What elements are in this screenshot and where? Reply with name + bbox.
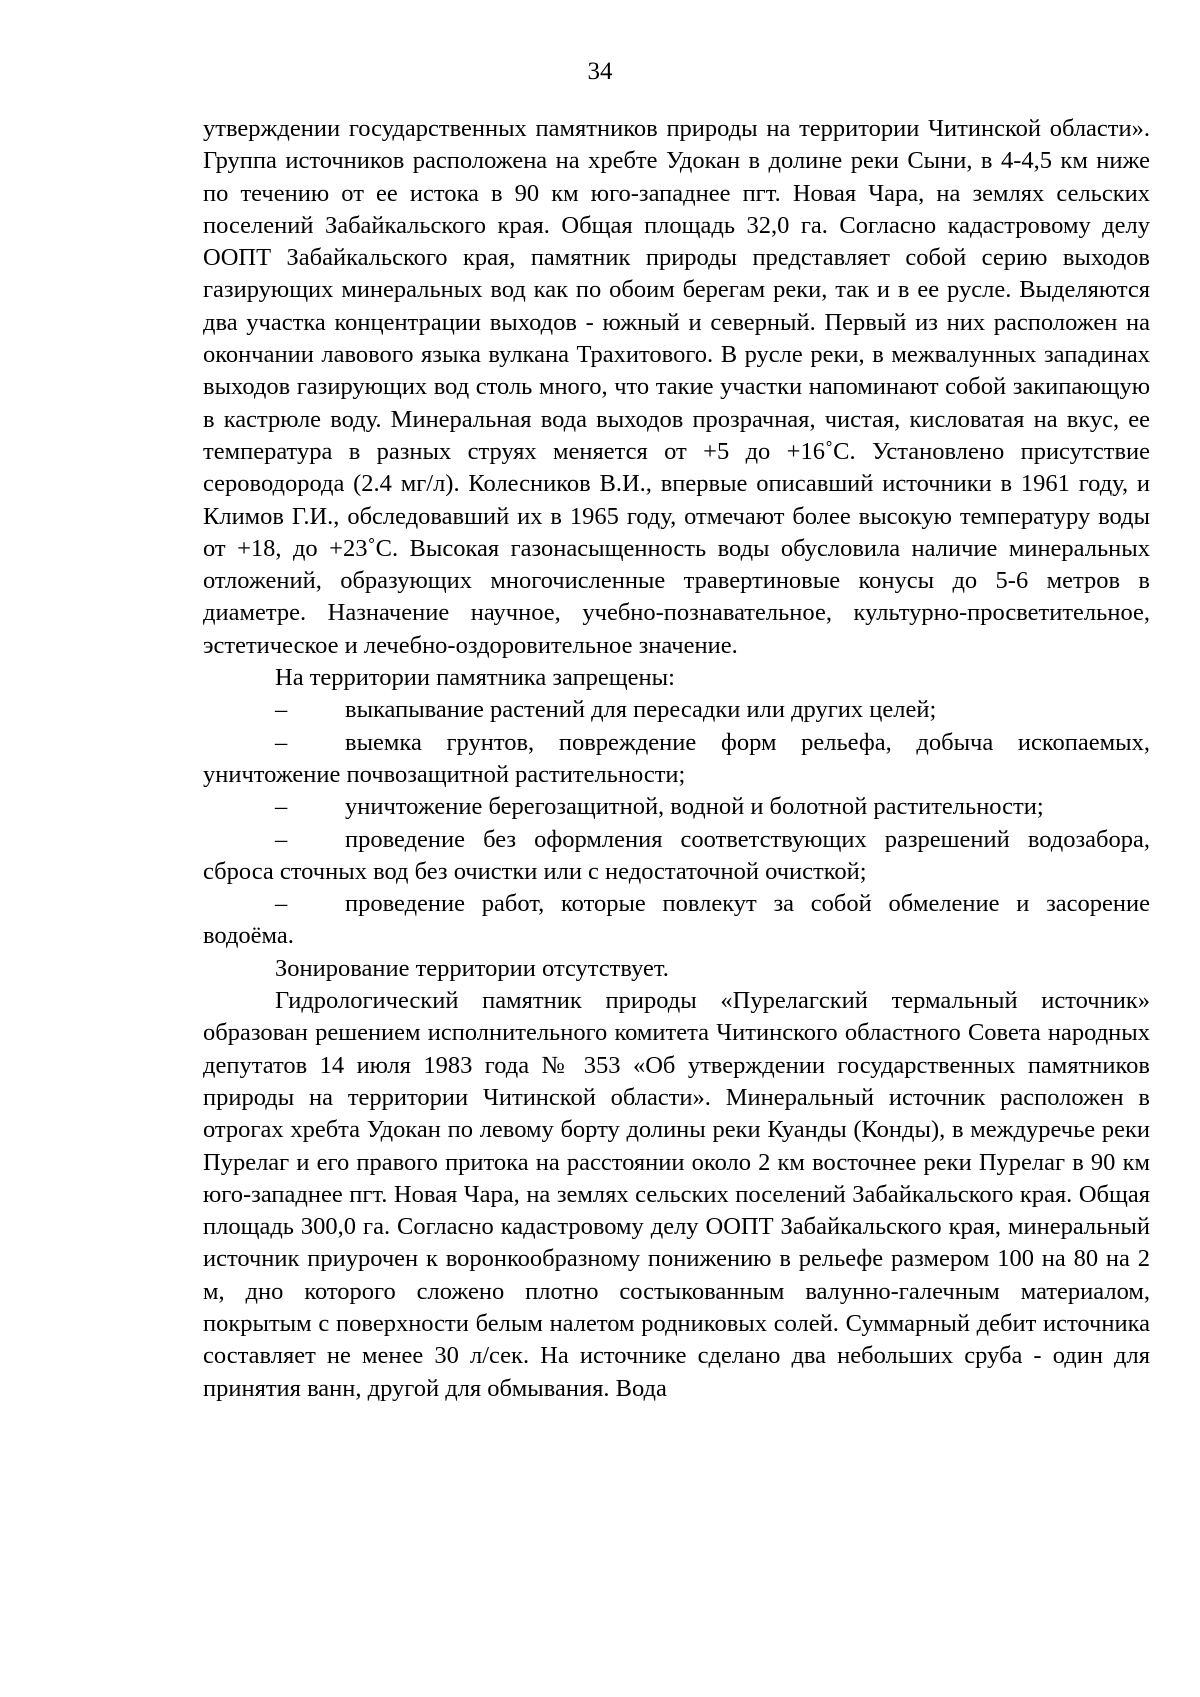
list-item-text: проведение без оформления соответствующих разрешений водозабора, сброса сточных вод без очистки или с недостаточной очисткой; [203,825,1150,885]
paragraph-sini-springs: утверждении государственных памятников природы на территории Читинской области». Группа источников расположена на хребте Удокан в долине реки Сыни, в 4-4,5 км ниже по течению от ее истока в 90 км юго-западнее пгт. Новая Чара, на землях сельских поселений Забайкальского края. Общая площадь 32,0 га. Согласно кадастровому делу ООПТ Забайкальского края, памятник природы представляет собой серию выходов газирующих минеральных вод как по обоим берегам реки, так и в ее русле. Выделяются два участка концентрации выходов - южный и северный. Первый из них расположен на окончании лавового языка вулкана Трахитового. В русле реки, в межвалунных западинах выходов газирующих вод столь много, что такие участки напоминают собой закипающую в кастрюле воду. Минеральная вода выходов прозрачная, чистая, кисловатая на вкус, ее температура в разных струях меняется от +5 до +16˚С. Установлено присутствие сероводорода (2.4 мг/л). Колесников В.И., впервые описавший источники в 1961 году, и Климов Г.И., обследовавший их в 1965 году, отмечают более высокую температуру воды от +18, до +23˚С. Высокая газонасыщенность воды обусловила наличие минеральных отложений, образующих многочисленные травертиновые конусы до 5-6 метров в диаметре. Назначение научное, учебно-познавательное, культурно-просветительное, эстетическое и лечебно-оздоровительное значение. [203,115,1150,659]
bullet-dash: – [275,793,288,821]
bullet-dash: – [275,728,288,756]
list-item [203,727,1150,792]
prohibited-heading: На территории памятника запрещены: [275,664,675,692]
bullet-dash: – [275,696,288,724]
list-item [203,694,1150,726]
list-item-text: выемка грунтов, повреждение форм рельефа, добыча ископаемых, уничтожение почвозащитной растительности; [203,728,1150,788]
bullet-dash: – [275,825,288,853]
list-item-text: выкапывание растений для пересадки или других целей; [345,696,937,724]
document-body [203,113,1150,1405]
bullet-dash: – [275,890,288,918]
page-number: 34 [587,58,613,85]
paragraph-purelag-spring: Гидрологический памятник природы «Пурелагский термальный источник» образован решением исполнительного комитета Читинского областного Совета народных депутатов 14 июля 1983 года № 353 «Об утверждении государственных памятников природы на территории Читинской области». Минеральный источник расположен в отрогах хребта Удокан по левому борту долины реки Куанды (Конды), в междуречье реки Пурелаг и его правого притока на расстоянии около 2 км восточнее реки Пурелаг в 90 км юго-западнее пгт. Новая Чара, на землях сельских поселений Забайкальского края. Общая площадь 300,0 га. Согласно кадастровому делу ООПТ Забайкальского края, минеральный источник приурочен к воронкообразному понижению в рельефе размером 100 на 80 на 2 м, дно которого сложено плотно состыкованным валунно-галечным материалом, покрытым с поверхности белым налетом родниковых солей. Суммарный дебит источника составляет не менее 30 л/сек. На источнике сделано два небольших сруба - один для принятия ванн, другой для обмывания. Вода [203,987,1150,1402]
list-item [203,824,1150,889]
list-item [203,888,1150,953]
list-item-text: проведение работ, которые повлекут за собой обмеление и засорение водоёма. [203,890,1150,950]
zoning-statement: Зонирование территории отсутствует. [275,954,669,982]
list-item-text: уничтожение берегозащитной, водной и болотной растительности; [345,793,1044,821]
list-item [203,791,1150,823]
